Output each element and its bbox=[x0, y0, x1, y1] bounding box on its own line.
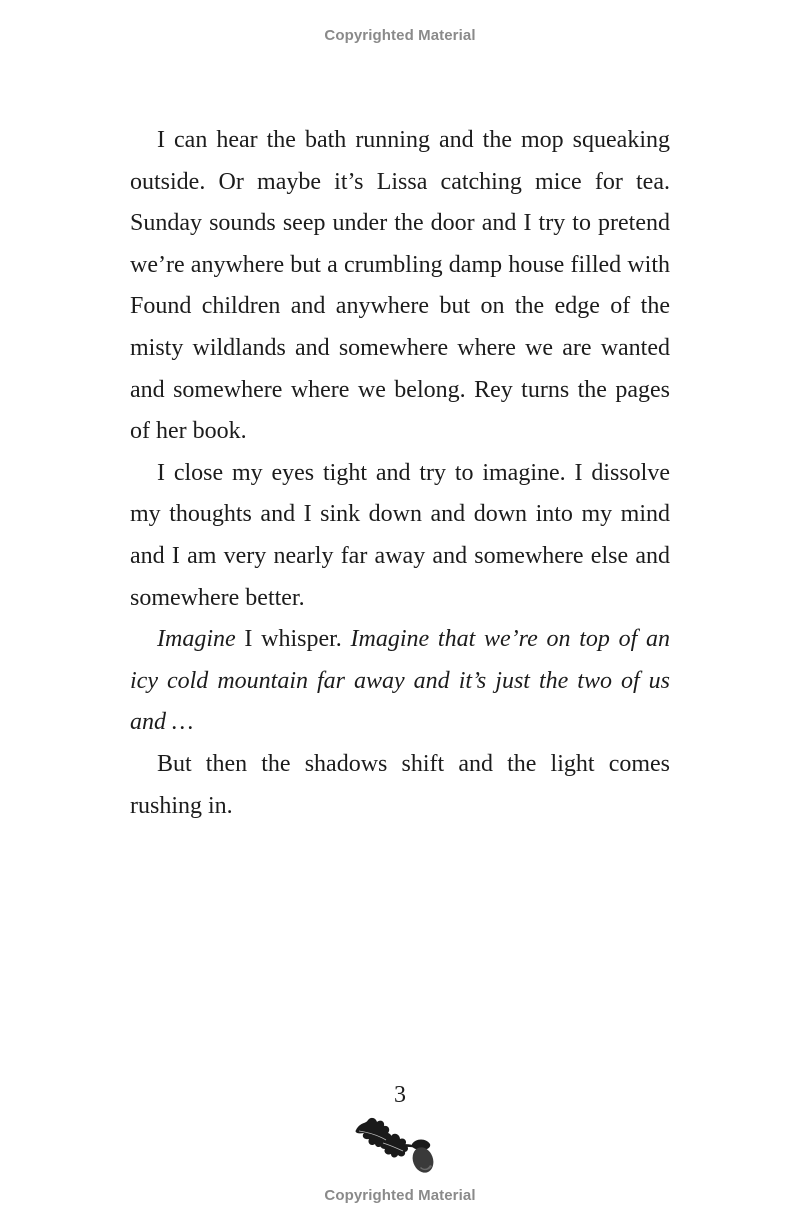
paragraph-3 bbox=[130, 619, 670, 744]
paragraph-4-text: But then the shadows shift and the light comes rushing in. bbox=[130, 750, 670, 819]
body-text bbox=[130, 120, 670, 827]
copyright-watermark-top: Copyrighted Material bbox=[324, 27, 476, 44]
paragraph-3-whisper-text: I whisper. bbox=[235, 626, 351, 653]
copyright-watermark-bottom: Copyrighted Material bbox=[324, 1187, 476, 1204]
paragraph-4 bbox=[130, 744, 670, 827]
paragraph-2-text: I close my eyes tight and try to imagine. I dissolve my thoughts and I sink down and down into my mind and I am very nearly far away and somewhere else and somewhere better. bbox=[130, 459, 670, 611]
paragraph-3-italic-imagine: Imagine bbox=[157, 626, 236, 653]
oak-leaf-acorn-icon bbox=[350, 1110, 450, 1174]
paragraph-3-italic-passage: Imagine that we’re on top of an icy cold mountain far away and it’s just the two of us and … bbox=[130, 626, 670, 736]
paragraph-1-text: I can hear the bath running and the mop squeaking outside. Or maybe it’s Lissa catching mice for tea. Sunday sounds seep under the door and I try to pretend we’re anywhere but a crumbling damp house filled with Found children and anywhere but on the edge of the misty wildlands and somewhere where we are wanted and somewhere where we belong. Rey turns the pages of her book. bbox=[130, 127, 670, 445]
paragraph-2 bbox=[130, 453, 670, 619]
paragraph-1 bbox=[130, 120, 670, 453]
page-number: 3 bbox=[394, 1082, 406, 1108]
